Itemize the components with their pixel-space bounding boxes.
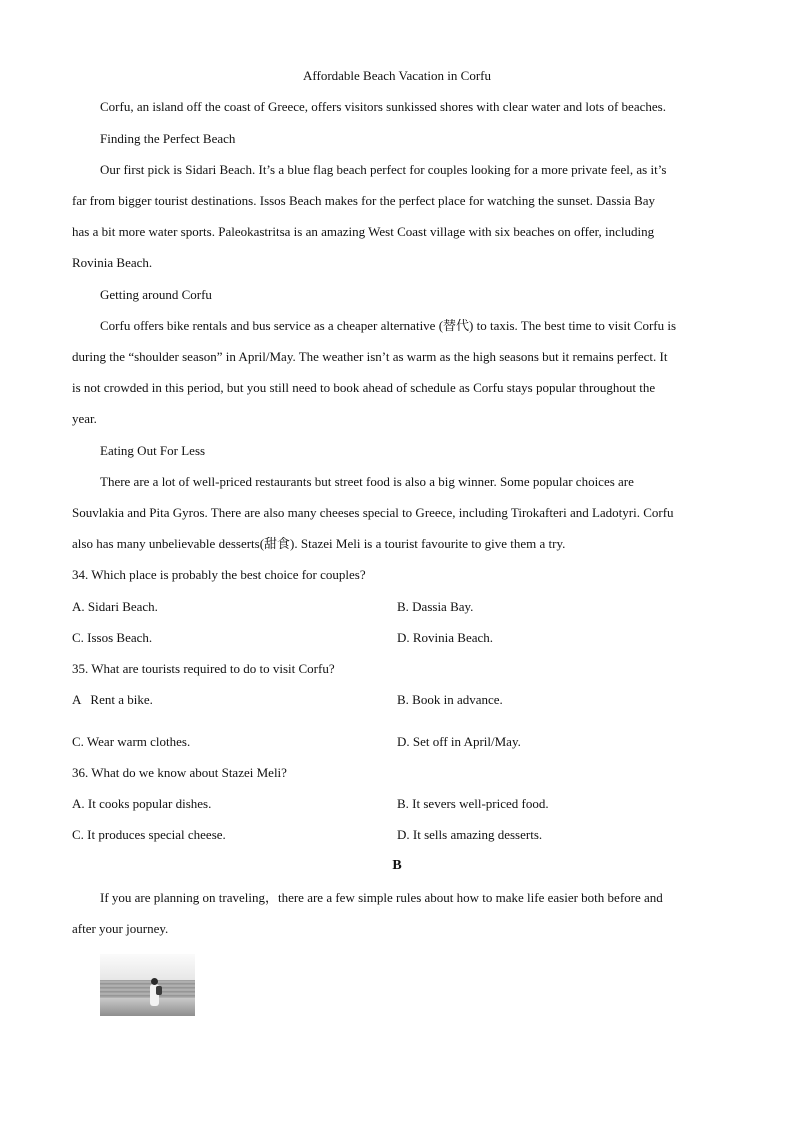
option-34-c: C. Issos Beach. [72,630,153,645]
paragraph-line: There are a lot of well-priced restaurants but street food is also a big winner. Some popular choices are [100,474,634,489]
paragraph-line: also has many unbelievable desserts(甜食). Stazei Meli is a tourist favourite to give them a try. [72,536,566,551]
option-36-a: A. It cooks popular dishes. [72,796,212,811]
paragraph-line: after your journey. [72,921,169,936]
option-35-a: A Rent a bike. [72,692,153,707]
passage-b-label: B [392,858,402,873]
section-heading-eating: Eating Out For Less [100,443,206,458]
question-stem-35: 35. What are tourists required to do to visit Corfu? [72,661,335,676]
paragraph-line: Rovinia Beach. [72,255,153,270]
beach-traveler-photo [100,954,195,1016]
paragraph-line: is not crowded in this period, but you still need to book ahead of schedule as Corfu stays popular throughout the [72,380,656,395]
photo-sand [100,998,195,1016]
paragraph-line: Corfu offers bike rentals and bus service as a cheaper alternative (替代) to taxis. The best time to visit Corfu is [100,318,677,333]
paragraph-line: during the “shoulder season” in April/May. The weather isn’t as warm as the high seasons but it remains perfect. It [72,349,668,364]
question-stem-34: 34. Which place is probably the best choice for couples? [72,567,366,582]
passage-title: Affordable Beach Vacation in Corfu [303,68,491,83]
paragraph-line: year. [72,411,97,426]
option-36-b: B. It severs well-priced food. [397,796,549,811]
option-34-a: A. Sidari Beach. [72,599,158,614]
paragraph-line: has a bit more water sports. Paleokastritsa is an amazing West Coast village with six beaches on offer, including [72,224,655,239]
photo-person-head [151,978,158,985]
option-34-d: D. Rovinia Beach. [397,630,494,645]
paragraph-line: far from bigger tourist destinations. Issos Beach makes for the perfect place for watching the sunset. Dassia Bay [72,193,656,208]
option-35-c: C. Wear warm clothes. [72,734,191,749]
option-35-b: B. Book in advance. [397,692,503,707]
paragraph-line: Souvlakia and Pita Gyros. There are also many cheeses special to Greece, including Tirokafteri and Ladotyri. Corfu [72,505,674,520]
option-34-b: B. Dassia Bay. [397,599,474,614]
section-heading-transport: Getting around Corfu [100,287,212,302]
option-36-c: C. It produces special cheese. [72,827,226,842]
option-36-d: D. It sells amazing desserts. [397,827,543,842]
question-stem-36: 36. What do we know about Stazei Meli? [72,765,287,780]
section-heading-beach: Finding the Perfect Beach [100,131,236,146]
paragraph-line: Our first pick is Sidari Beach. It’s a blue flag beach perfect for couples looking for a more private feel, as it’s [100,162,667,177]
photo-sky [100,954,195,980]
photo-sea [100,980,195,998]
photo-backpack [156,986,162,995]
option-35-d: D. Set off in April/May. [397,734,521,749]
paragraph-line: If you are planning on traveling，there are a few simple rules about how to make life easier both before and [100,890,663,905]
intro-paragraph: Corfu, an island off the coast of Greece, offers visitors sunkissed shores with clear water and lots of beaches. [100,99,666,114]
